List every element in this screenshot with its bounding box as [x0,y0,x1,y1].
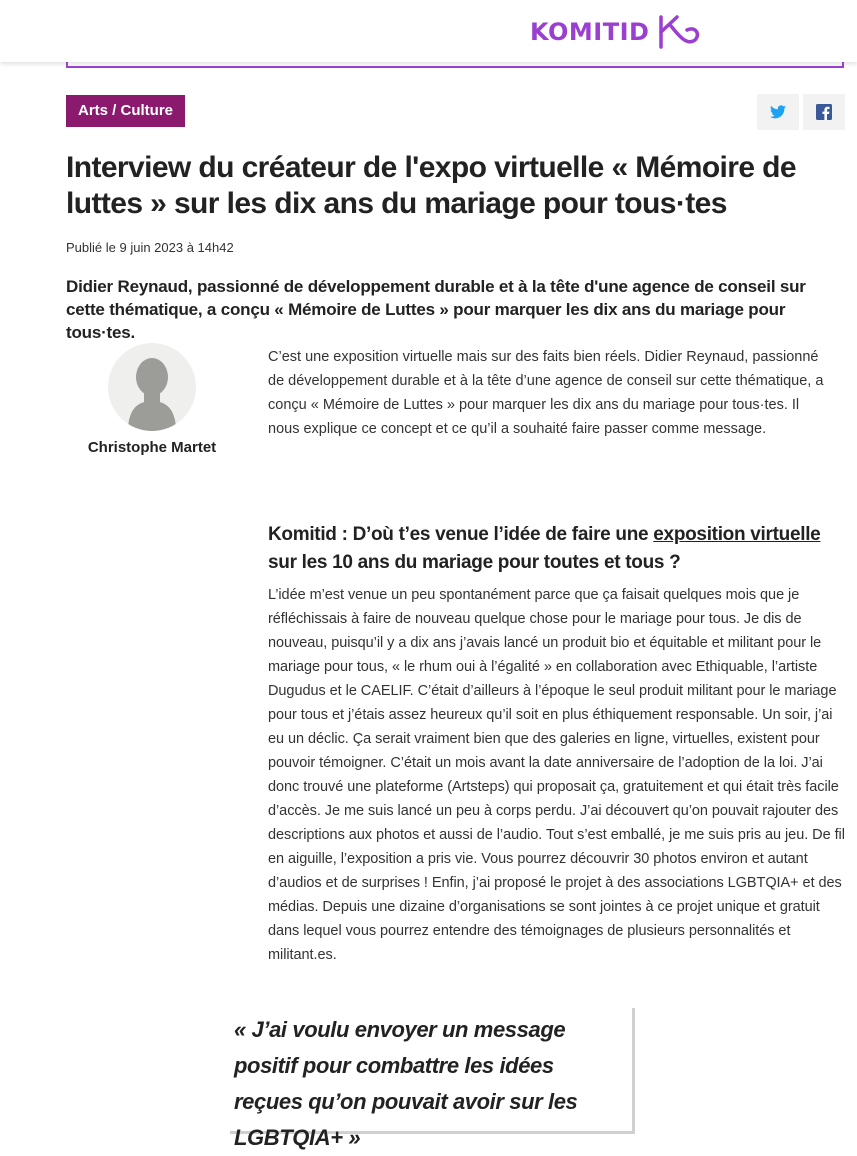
logo-text: KOMITID [530,18,650,46]
publish-date: Publié le 9 juin 2023 à 14h42 [66,240,234,255]
pull-quote-text: « J’ai voulu envoyer un message positif pour combattre les idées reçues qu’on pouvait avoir sur les LGBTQIA+ » [234,1017,578,1150]
article-title: Interview du créateur de l'expo virtuelle « Mémoire de luttes » sur les dix ans du mariage pour tous·tes [66,151,796,220]
question-suffix: sur les 10 ans du mariage pour toutes et tous ? [268,552,681,573]
twitter-share-button[interactable] [757,94,799,130]
facebook-share-button[interactable] [803,94,845,130]
author-name[interactable]: Christophe Martet [87,439,217,456]
exposition-virtuelle-link[interactable]: exposition virtuelle [653,524,821,545]
author-block[interactable] [66,343,238,456]
komitid-k-icon [657,14,701,50]
article-intro: C’est une exposition virtuelle mais sur des faits bien réels. Didier Reynaud, passionné de développement durable et à la tête d’une agence de conseil sur cette thématique, a conçu « Mémoire de Luttes » pour marquer les dix ans du mariage pour tous·tes. Il nous explique ce concept et ce qu’il a souhaité faire passer comme message. [268,349,824,437]
site-header [0,0,857,62]
twitter-icon [770,105,786,119]
site-logo[interactable] [530,14,701,50]
nav-underline [66,62,844,68]
article-lede: Didier Reynaud, passionné de développement durable et à la tête d'une agence de conseil sur cette thématique, a conçu « Mémoire de Luttes » pour marquer les dix ans du mariage pour tous·tes. [66,277,806,342]
default-avatar-icon [108,343,196,431]
author-avatar[interactable] [108,343,196,431]
facebook-icon [816,104,832,120]
category-tag[interactable]: Arts / Culture [66,95,185,127]
interview-question [268,521,838,577]
question-prefix: Komitid : D’où t’es venue l’idée de faire une [268,524,654,545]
pull-quote [230,1008,635,1150]
interview-answer: L’idée m’est venue un peu spontanément parce que ça faisait quelques mois que je réfléchissais à faire de nouveau quelque chose pour le mariage pour tous. Je dis de nouveau, puisqu’il y a dix ans j’avais lancé un produit bio et équitable et militant pour le mariage pour tous, « le rhum oui à l’égalité » en collaboration avec Ethiquable, l’artiste Dugudus et le CAELIF. C’était d’ailleurs à l’époque le seul produit militant pour le mariage pour tous et j’étais assez heureux qu’il soit en plus éthiquement responsable. Un soir, j’ai eu un déclic. Ça serait vraiment bien que des galeries en ligne, virtuelles, existent pour pouvoir témoigner. C’était un mois avant la date anniversaire de l’adoption de la loi. J’ai donc trouvé une plateforme (Artsteps) qui proposait ça, gratuitement et qui était très facile d’accès. Je me suis lancé un peu à corps perdu. J’ai découvert qu’on pouvait rajouter des descriptions aux photos et aussi de l’audio. Tout s’est emballé, je me suis pris au jeu. De fil en aiguille, l’exposition a pris vie. Vous pourrez découvrir 30 photos environ et autant d’audios et de surprises ! Enfin, j’ai proposé le projet à des associations LGBTQIA+ et des médias. Depuis une dizaine d’organisations se sont jointes à ce projet unique et gratuit dans lequel vous pourrez entendre des témoignages de plusieurs personnalités et militant.es. [268,587,845,963]
